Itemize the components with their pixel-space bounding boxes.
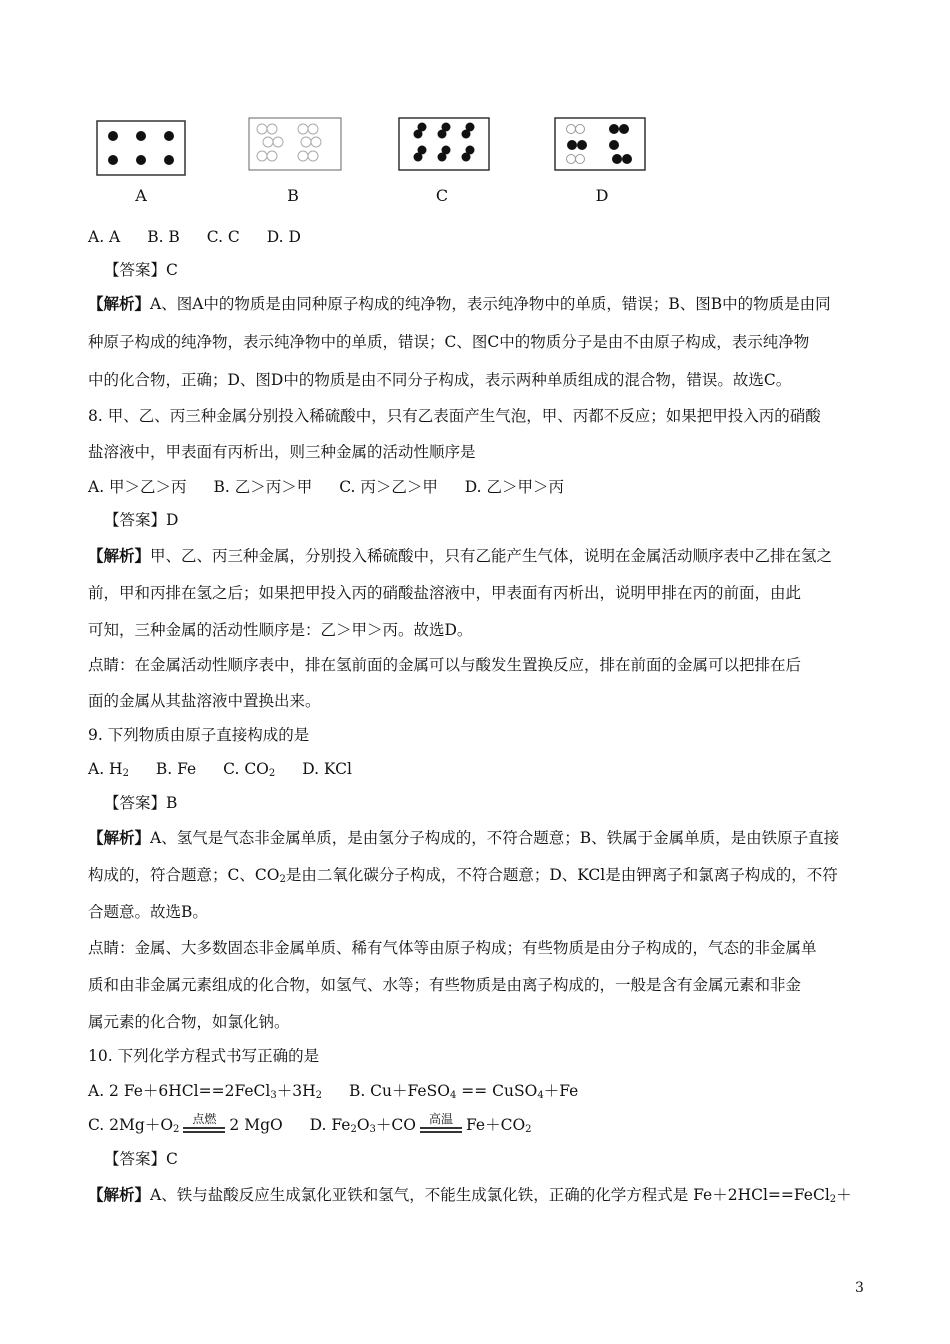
q10-option-b [349, 1080, 578, 1102]
subscript: 2 [350, 1124, 357, 1135]
q9-stem: 9. 下列物质由原子直接构成的是 [88, 726, 310, 744]
q9-option-d: D. KCl [302, 760, 352, 778]
q8-options [88, 476, 564, 498]
equals-bar [420, 1131, 462, 1133]
q10-text: Fe＋CO [466, 1116, 526, 1134]
q7-options [88, 226, 301, 248]
figure-c [398, 117, 490, 171]
subscript: 2 [173, 1124, 180, 1135]
q9-analysis-line: 合题意。故选B。 [88, 903, 208, 921]
q10-text: C. 2Mg＋O [88, 1116, 174, 1134]
q8-answer: 【答案】D [104, 511, 179, 529]
reaction-condition [420, 1114, 462, 1136]
q10-text: ＋CO [375, 1116, 416, 1134]
subscript: 2 [268, 768, 276, 779]
reaction-condition [183, 1114, 225, 1136]
q10-analysis-line [88, 1184, 852, 1206]
q8-tip-line: 点睛：在金属活动性顺序表中，排在氢前面的金属可以与酸发生置换反应，排在前面的金属可以把排在后 [88, 656, 802, 674]
q8-option-b: B. 乙＞丙＞甲 [213, 478, 313, 496]
q9-tip-line: 点睛：金属、大多数固态非金属单质、稀有气体等由原子构成；有些物质是由分子构成的，气态的非金属单 [88, 939, 817, 957]
subscript: 3 [369, 1124, 376, 1135]
q7-analysis-line [88, 293, 831, 315]
q8-analysis-tag: 【解析】 [88, 546, 151, 565]
condition-label: 点燃 [192, 1112, 217, 1126]
q10-option-a [88, 1080, 322, 1102]
subscript: 2 [829, 1194, 837, 1205]
q9-option-a [88, 758, 129, 780]
subscript: 4 [449, 1090, 457, 1101]
q10-analysis-text: A、铁与盐酸反应生成氯化亚铁和氢气，不能生成氯化铁，正确的化学方程式是 Fe＋2HCl==FeCl [150, 1186, 830, 1204]
q9-tip-line: 质和由非金属元素组成的化合物，如氢气、水等；有些物质是由离子构成的，一般是含有金属元素和非金 [88, 976, 802, 994]
q7-analysis-line: 中的化合物，正确；D、图D中的物质是由不同分子构成，表示两种单质组成的混合物，错误。故选C。 [88, 371, 792, 389]
q9-option-c [223, 758, 275, 780]
q8-analysis-line [88, 545, 832, 567]
q8-tip-line: 面的金属从其盐溶液中置换出来。 [88, 692, 321, 710]
q8-option-a: A. 甲＞乙＞丙 [88, 478, 187, 496]
q8-option-d: D. 乙＞甲＞丙 [464, 478, 565, 496]
subscript: 3 [270, 1090, 277, 1101]
q10-text: ＋3H [276, 1082, 316, 1100]
q8-analysis-line: 可知，三种金属的活动性顺序是：乙＞甲＞丙。故选D。 [88, 621, 473, 639]
q9-analysis-line [88, 864, 838, 886]
q7-option-d: D. D [266, 228, 301, 246]
q7-option-a: A. A [88, 228, 121, 246]
q10-option-c [88, 1114, 283, 1136]
condition-label: 高温 [428, 1112, 453, 1126]
subscript: 4 [537, 1090, 544, 1101]
q7-analysis-text: A、图A中的物质是由同种原子构成的纯净物，表示纯净物中的单质，错误；B、图B中的物质是由同 [150, 295, 831, 313]
q10-text: == CuSO [456, 1082, 538, 1100]
q10-text: ＋Fe [543, 1082, 579, 1100]
q10-stem: 10. 下列化学方程式书写正确的是 [88, 1047, 320, 1065]
equals-bar [420, 1127, 462, 1129]
figure-a [96, 120, 186, 176]
subscript: 2 [315, 1090, 322, 1101]
q8-stem: 盐溶液中，甲表面有丙析出，则三种金属的活动性顺序是 [88, 443, 476, 461]
q10-analysis-text: ＋ [836, 1186, 852, 1204]
q7-analysis-line: 种原子构成的纯净物，表示纯净物中的单质，错误；C、图C中的物质分子是由不由原子构成，表示纯净物 [88, 333, 810, 351]
q9-analysis-tag: 【解析】 [88, 828, 151, 847]
q9-answer: 【答案】B [104, 794, 178, 812]
equals-bar [183, 1127, 225, 1129]
q7-answer: 【答案】C [104, 261, 178, 279]
q8-option-c: C. 丙＞乙＞甲 [339, 478, 438, 496]
q10-options-ab [88, 1080, 578, 1102]
q9-option-c-text: C. CO [223, 760, 269, 778]
figure-label-a: A [135, 186, 147, 205]
q10-option-d [310, 1114, 532, 1136]
q9-option-a-text: A. H [88, 760, 123, 778]
q9-analysis-text: 是由二氧化碳分子构成，不符合题意；D、KCl是由钾离子和氯离子构成的，不符 [285, 866, 838, 884]
figure-label-b: B [287, 186, 299, 205]
q10-text: B. Cu＋FeSO [348, 1082, 450, 1100]
q10-answer: 【答案】C [104, 1150, 178, 1168]
q10-text: D. Fe [309, 1116, 351, 1134]
subscript: 2 [279, 874, 286, 885]
figure-b [248, 117, 342, 171]
q7-analysis-tag: 【解析】 [88, 294, 151, 313]
q9-tip-line: 属元素的化合物，如氯化钠。 [88, 1013, 290, 1031]
q8-analysis-line: 前，甲和丙排在氢之后；如果把甲投入丙的硝酸盐溶液中，甲表面有丙析出，说明甲排在丙的前面，由此 [88, 584, 802, 602]
subscript: 2 [525, 1124, 532, 1135]
q10-text: O [356, 1116, 370, 1134]
q9-analysis-text: 构成的，符合题意；C、CO [88, 866, 280, 884]
q10-options-cd [88, 1114, 532, 1136]
q7-option-c: C. C [206, 228, 240, 246]
figure-label-c: C [435, 186, 449, 205]
q9-analysis-line [88, 827, 839, 849]
q9-analysis-text: A、氢气是气态非金属单质，是由氢分子构成的，不符合题意；B、铁属于金属单质，是由铁原子直接 [150, 829, 840, 847]
q9-options [88, 758, 352, 780]
q8-analysis-text: 甲、乙、丙三种金属，分别投入稀硫酸中，只有乙能产生气体，说明在金属活动顺序表中乙排在氢之 [150, 547, 833, 565]
q8-stem: 8. 甲、乙、丙三种金属分别投入稀硫酸中，只有乙表面产生气泡，甲、丙都不反应；如果把甲投入丙的硝酸 [88, 407, 821, 425]
q10-analysis-tag: 【解析】 [88, 1185, 151, 1204]
figure-label-d: D [595, 186, 609, 205]
q7-option-b: B. B [147, 228, 180, 246]
page-number: 3 [855, 1280, 864, 1296]
subscript: 2 [122, 768, 129, 779]
q10-text: 2 MgO [229, 1116, 283, 1134]
figure-d [554, 117, 646, 171]
q10-text: A. 2 Fe＋6HCl==2FeCl [88, 1082, 271, 1100]
equals-bar [183, 1131, 225, 1133]
q9-option-b: B. Fe [155, 760, 197, 778]
